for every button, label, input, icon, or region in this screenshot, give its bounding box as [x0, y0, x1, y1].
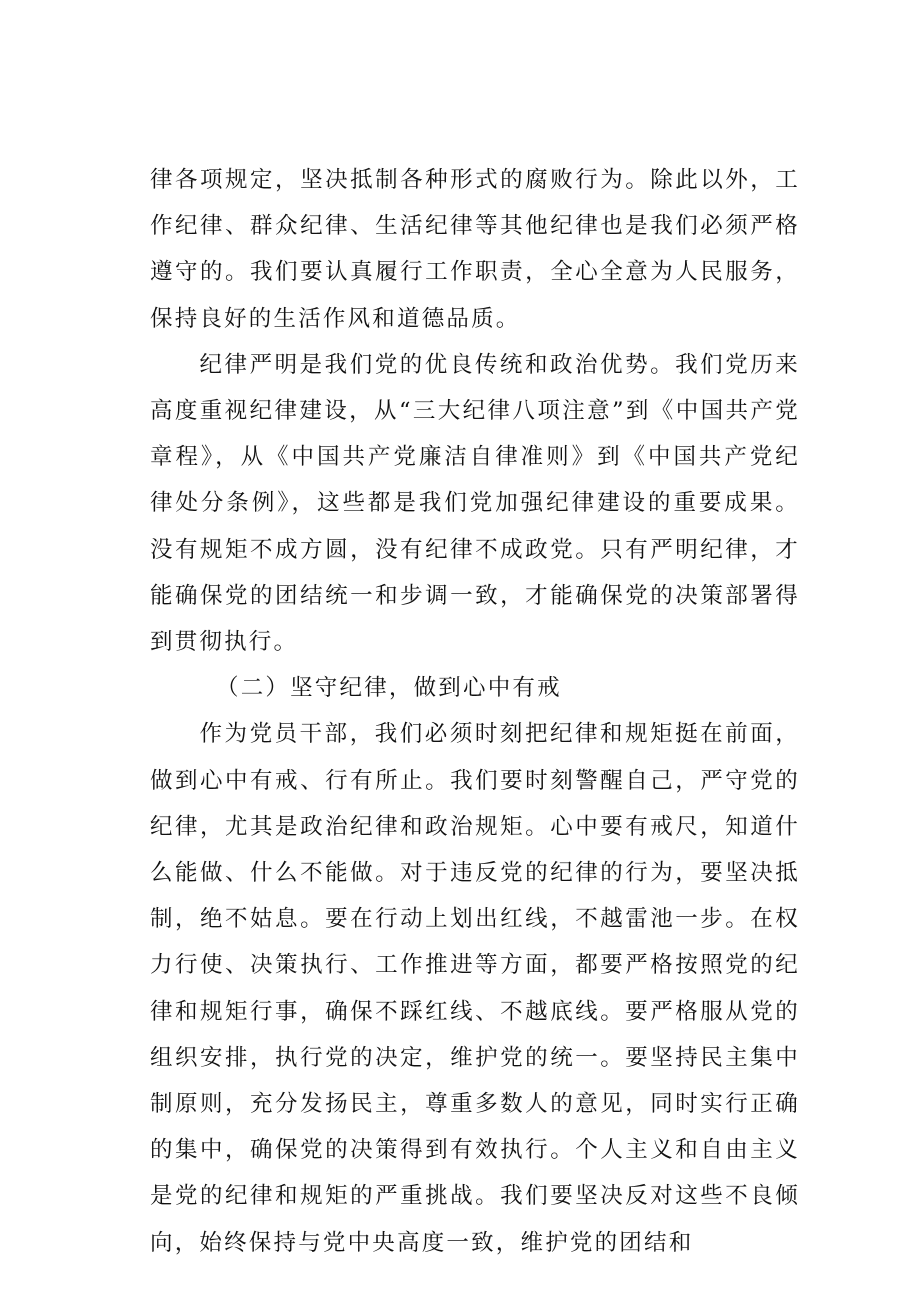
paragraph-discipline-tradition: 纪律严明是我们党的优良传统和政治优势。我们党历来高度重视纪律建设，从“三大纪律八项注意”到《中国共产党章程》，从《中国共产党廉洁自律准则》到《中国共产党纪律处分条例》，这些都是我们党加强纪律建设的重要成果。没有规矩不成方圆，没有纪律不成政党。只有严明纪律，才能确保党的团结统一和步调一致，才能确保党的决策部署得到贯彻执行。	[150, 351, 800, 656]
paragraph-keep-discipline: 作为党员干部，我们必须时刻把纪律和规矩挺在前面，做到心中有戒、行有所止。我们要时刻警醒自己，严守党的纪律，尤其是政治纪律和政治规矩。心中要有戒尺，知道什么能做、什么不能做。对于违反党的纪律的行为，要坚决抵制，绝不姑息。要在行动上划出红线，不越雷池一步。在权力行使、决策执行、工作推进等方面，都要严格按照党的纪律和规矩行事，确保不踩红线、不越底线。要严格服从党的组织安排，执行党的决定，维护党的统一。要坚持民主集中制原则，充分发扬民主，尊重多数人的意见，同时实行正确的集中，确保党的决策得到有效执行。个人主义和自由主义是党的纪律和规矩的严重挑战。我们要坚决反对这些不良倾向，始终保持与党中央高度一致，维护党的团结和	[150, 721, 800, 1256]
document-body	[150, 157, 800, 1266]
paragraph-continued: 律各项规定，坚决抵制各种形式的腐败行为。除此以外，工作纪律、群众纪律、生活纪律等其他纪律也是我们必须严格遵守的。我们要认真履行工作职责，全心全意为人民服务，保持良好的生活作风和道德品质。	[150, 167, 800, 332]
section-heading: （二）坚守纪律，做到心中有戒	[216, 675, 562, 702]
